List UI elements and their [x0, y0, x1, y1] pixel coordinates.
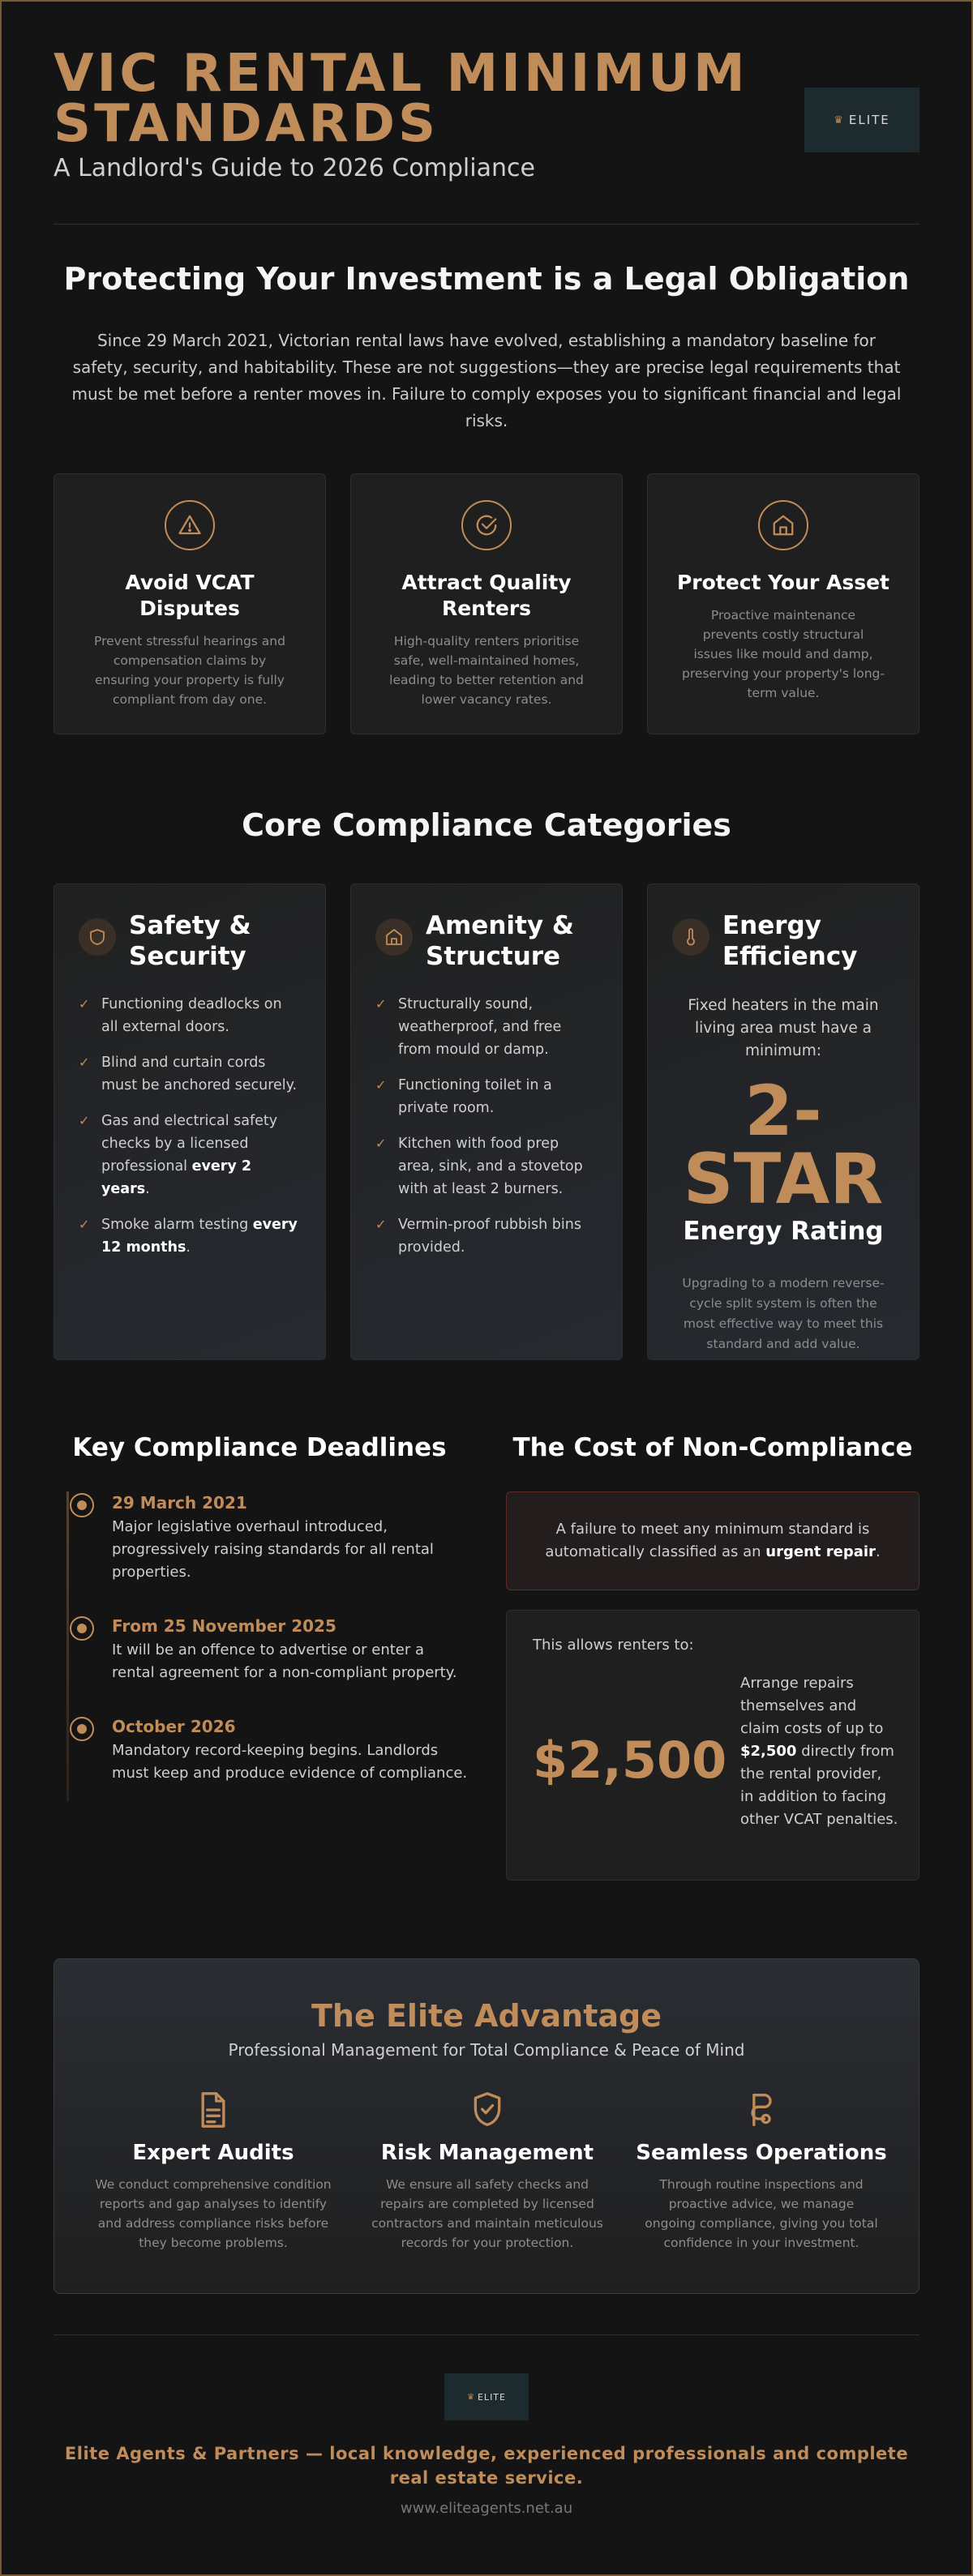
list-item: ✓ Gas and electrical safety checks by a licensed professional every 2 years.: [79, 1110, 301, 1200]
check-icon: ✓: [79, 1113, 90, 1128]
check-icon: ✓: [375, 1077, 387, 1093]
advantage-item: [628, 2090, 895, 2253]
advantage-item-title: Expert Audits: [132, 2141, 294, 2165]
thermometer-icon: [672, 918, 709, 956]
urgent-repair-notice: A failure to meet any minimum standard is automatically classified as an urgent repair.: [506, 1491, 919, 1590]
energy-text: Fixed heaters in the main living area must have a minimum:: [688, 997, 879, 1059]
cost-description: Arrange repairs themselves and claim costs of up to $2,500 directly from the rental provider, in addition to facing other VCAT penalties.: [740, 1675, 898, 1828]
check-icon: ✓: [79, 996, 90, 1012]
timeline-date: From 25 November 2025: [112, 1616, 336, 1636]
deadlines-title: Key Compliance Deadlines: [72, 1433, 447, 1462]
timeline-dot: [70, 1493, 94, 1517]
home-icon: [375, 918, 413, 956]
elite-advantage-panel: [54, 1958, 919, 2294]
advantage-title: The Elite Advantage: [311, 1998, 662, 2034]
advantage-item: [79, 2090, 347, 2253]
advantage-item-title: Risk Management: [380, 2141, 594, 2165]
benefit-card: [54, 473, 326, 734]
check-circle-icon: [461, 500, 512, 550]
check-icon: ✓: [375, 1217, 387, 1232]
cost-lead: This allows renters to:: [533, 1637, 694, 1654]
timeline-text: Major legislative overhaul introduced, progressively raising standards for all rental properties.: [112, 1518, 434, 1581]
intro-body: Since 29 March 2021, Victorian rental laws have evolved, establishing a mandatory baseline for safety, security, and habitability. These are not suggestions—they are precise legal requirements that must be met before a renter moves in. Failure to comply exposes you to significant financial and legal risks.: [71, 331, 902, 430]
benefit-card: [350, 473, 623, 734]
list-item: ✓ Vermin-proof rubbish bins provided.: [375, 1213, 598, 1259]
benefit-text: Prevent stressful hearings and compensation claims by ensuring your property is fully compliant from day one.: [94, 634, 285, 707]
energy-rating-label: Energy Rating: [683, 1217, 884, 1246]
timeline-date: October 2026: [112, 1717, 236, 1736]
check-icon: ✓: [79, 1055, 90, 1070]
logo-text: ELITE: [848, 113, 890, 127]
benefit-title: Attract Quality Renters: [401, 571, 572, 620]
cost-amount: $2,500: [533, 1731, 727, 1790]
energy-card: [647, 884, 919, 1360]
list-item: ✓ Functioning toilet in a private room.: [375, 1074, 598, 1119]
cost-title: The Cost of Non-Compliance: [512, 1433, 913, 1462]
page-title: VIC RENTAL MINIMUM STANDARDS: [54, 44, 748, 154]
intro-title: Protecting Your Investment is a Legal Obligation: [63, 261, 910, 297]
cost-card: [506, 1610, 919, 1881]
divider: [54, 2334, 919, 2335]
advantage-item-text: Through routine inspections and proactive advice, we manage ongoing compliance, giving you total confidence in your investment.: [645, 2177, 878, 2250]
shield-check-icon: [354, 2090, 621, 2129]
benefit-text: Proactive maintenance prevents costly structural issues like mould and damp, preserving your property's long-term value.: [682, 608, 885, 700]
advantage-item-text: We ensure all safety checks and repairs are completed by licensed contractors and maintain meticulous records for your protection.: [371, 2177, 603, 2250]
page-subtitle: A Landlord's Guide to 2026 Compliance: [54, 154, 535, 182]
benefit-title: Avoid VCAT Disputes: [125, 571, 255, 620]
benefit-title: Protect Your Asset: [676, 571, 890, 594]
categories-title: Core Compliance Categories: [242, 807, 731, 843]
advantage-subtitle: Professional Management for Total Compliance & Peace of Mind: [228, 2040, 745, 2060]
list-item: ✓ Kitchen with food prep area, sink, and a stovetop with at least 2 burners.: [375, 1132, 598, 1200]
benefit-card: [647, 473, 919, 734]
list-item: ✓ Structurally sound, weatherproof, and free from mould or damp.: [375, 993, 598, 1061]
crown-icon: ♛: [834, 113, 845, 126]
document-icon: [79, 2090, 347, 2129]
advantage-item-text: We conduct comprehensive condition reports and gap analyses to identify and address compliance risks before they become problems.: [95, 2177, 332, 2250]
gear-icon: [628, 2090, 895, 2129]
star-rating: 2-STAR: [683, 1071, 884, 1220]
benefit-text: High-quality renters prioritise safe, well-maintained homes, leading to better retention and lower vacancy rates.: [389, 634, 584, 707]
brand-logo: [804, 88, 919, 152]
check-icon: ✓: [375, 1136, 387, 1151]
list-item: ✓ Functioning deadlocks on all external doors.: [79, 993, 301, 1038]
advantage-item-title: Seamless Operations: [636, 2141, 887, 2165]
safety-title: Safety & Security: [129, 911, 251, 971]
timeline-text: Mandatory record-keeping begins. Landlords must keep and produce evidence of compliance.: [112, 1742, 468, 1782]
footer-url[interactable]: www.eliteagents.net.au: [400, 2500, 573, 2517]
footer-logo: ♛ ELITE: [444, 2373, 529, 2420]
amenity-card: [350, 884, 623, 1360]
timeline-dot: [70, 1616, 94, 1641]
home-icon: [758, 500, 808, 550]
crown-icon: ♛: [467, 2392, 475, 2402]
shield-icon: [79, 918, 116, 956]
energy-note: Upgrading to a modern reverse-cycle split system is often the most effective way to meet this standard and add value.: [682, 1276, 885, 1351]
advantage-item: [354, 2090, 621, 2253]
safety-card: [54, 884, 326, 1360]
footer-tagline: Elite Agents & Partners — local knowledge, experienced professionals and complete real estate service.: [64, 2444, 909, 2488]
check-icon: ✓: [375, 996, 387, 1012]
list-item: ✓ Smoke alarm testing every 12 months.: [79, 1213, 301, 1259]
timeline-date: 29 March 2021: [112, 1493, 247, 1513]
timeline-dot: [70, 1717, 94, 1741]
list-item: ✓ Blind and curtain cords must be anchored securely.: [79, 1051, 301, 1097]
timeline-line: [66, 1491, 69, 1801]
check-icon: ✓: [79, 1217, 90, 1232]
energy-title: Energy Efficiency: [722, 911, 858, 971]
warning-icon: [165, 500, 215, 550]
amenity-title: Amenity & Structure: [426, 911, 574, 971]
timeline-text: It will be an offence to advertise or enter a rental agreement for a non-compliant property.: [112, 1641, 457, 1681]
divider: [54, 224, 919, 225]
